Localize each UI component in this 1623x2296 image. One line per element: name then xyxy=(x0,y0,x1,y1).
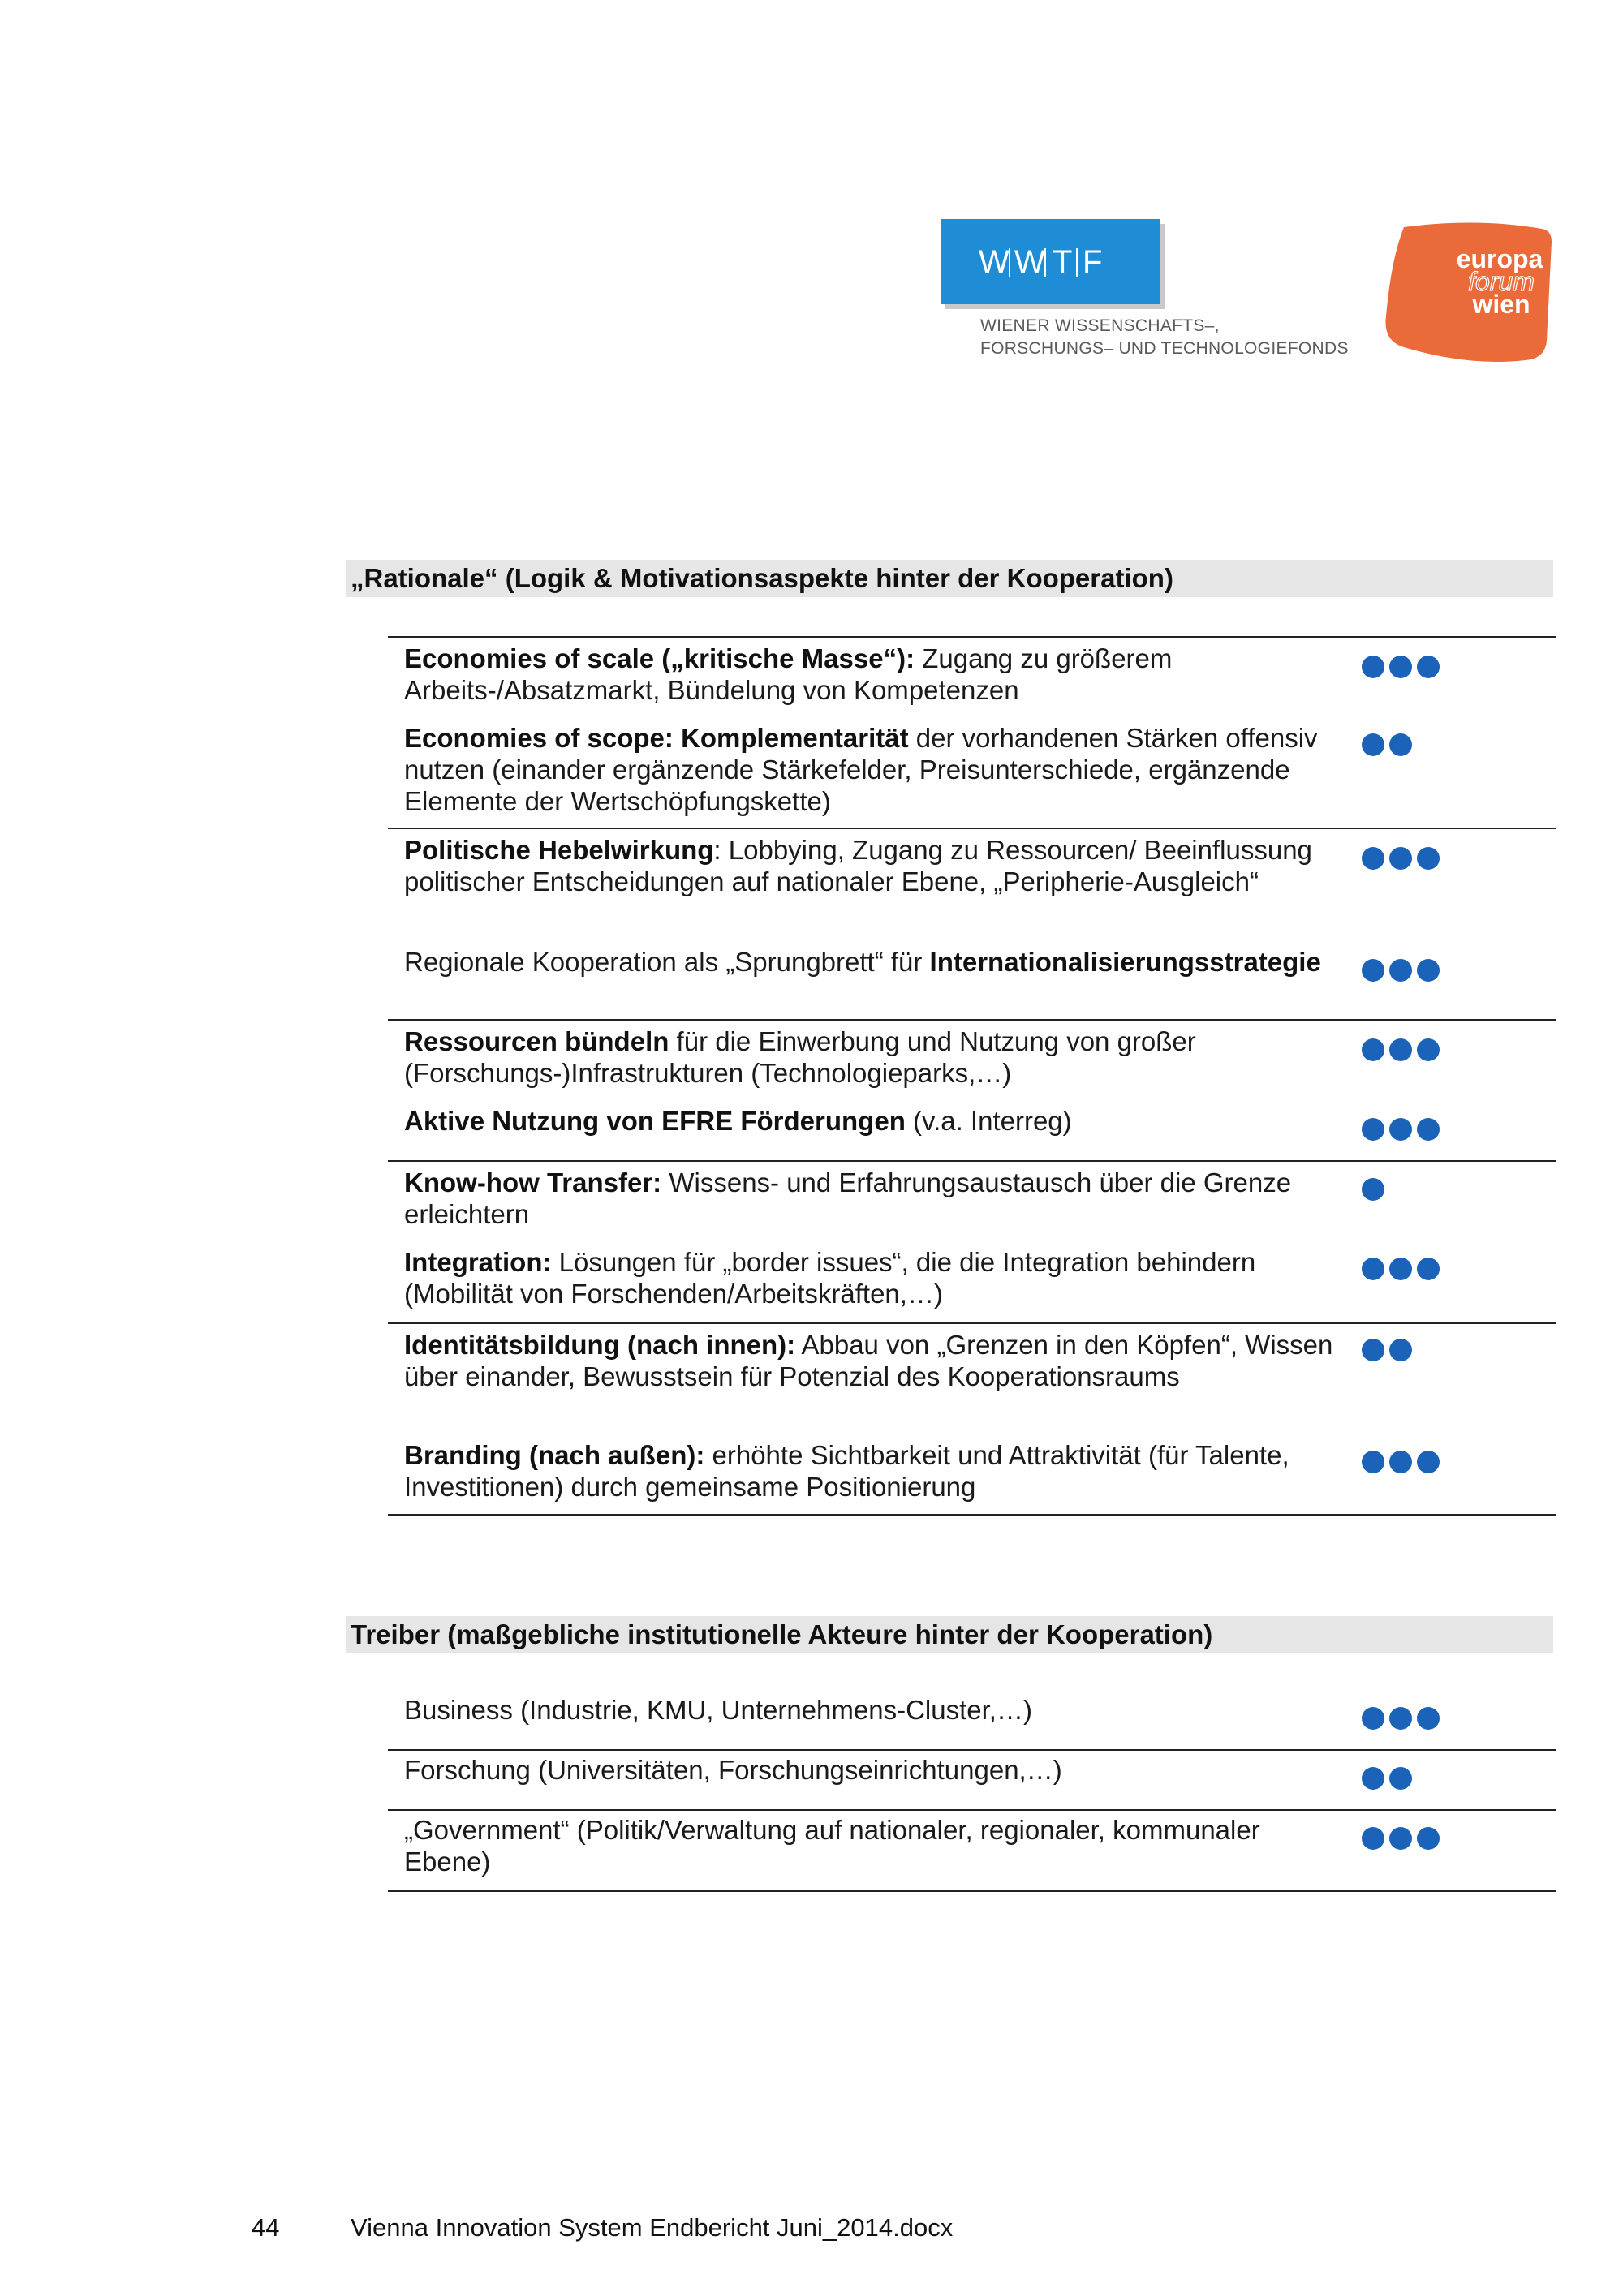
rationale-row-4-rating xyxy=(1362,959,1440,987)
footer-filename: Vienna Innovation System Endbericht Juni_2014.docx xyxy=(351,2213,954,2242)
rationale-row-2-text: der vorhandenen Stärken offensiv nutzen (einander ergänzende Stärkefelder, Preisunterschiede, ergänzende Elemente der Wertschöpfungskette) xyxy=(404,723,1318,816)
wwtf-letter-1: W xyxy=(979,244,1010,280)
rationale-row-3-text: : Lobbying, Zugang zu Ressourcen/ Beeinflussung politischer Entscheidungen auf nationaler Ebene, „Peripherie-Ausgleich“ xyxy=(404,835,1312,896)
treiber-row-3-rating xyxy=(1362,1827,1440,1855)
wwtf-subtitle-line1: WIENER WISSENSCHAFTS–, xyxy=(980,316,1220,335)
treiber-row-2-text: Forschung (Universitäten, Forschungseinrichtungen,…) xyxy=(404,1755,1062,1785)
rationale-row-6-text: (v.a. Interreg) xyxy=(905,1106,1072,1136)
rationale-row-4-bold: Internationalisierungsstrategie xyxy=(929,947,1321,977)
rating-dot-icon xyxy=(1389,847,1412,870)
rating-dot-icon xyxy=(1417,1258,1440,1280)
rationale-row-7-bold: Know-how Transfer: xyxy=(404,1167,662,1197)
rationale-row-1 xyxy=(404,643,1337,706)
rating-dot-icon xyxy=(1417,959,1440,982)
treiber-row-1-rating xyxy=(1362,1707,1440,1735)
rating-dot-icon xyxy=(1417,1451,1440,1473)
rationale-row-4-text-before: Regionale Kooperation als „Sprungbrett“ für xyxy=(404,947,930,977)
rating-dot-icon xyxy=(1389,1707,1412,1730)
rating-dot-icon xyxy=(1389,1339,1412,1361)
europa-forum-wien-logo xyxy=(1380,219,1554,365)
rationale-row-6 xyxy=(404,1105,1337,1137)
rationale-row-10-rating xyxy=(1362,1451,1440,1478)
rating-dot-icon xyxy=(1389,1451,1412,1473)
rationale-row-6-rating xyxy=(1362,1118,1440,1146)
rationale-row-8 xyxy=(404,1246,1337,1309)
rationale-row-7-text: Wissens- und Erfahrungsaustausch über die Grenze erleichtern xyxy=(404,1167,1292,1229)
rationale-row-8-bold: Integration: xyxy=(404,1247,552,1277)
rationale-row-10 xyxy=(404,1439,1337,1503)
rating-dot-icon xyxy=(1362,847,1384,870)
wwtf-letter-4: F xyxy=(1083,244,1103,280)
rationale-section-title: „Rationale“ (Logik & Motivationsaspekte hinter der Kooperation) xyxy=(346,560,1553,597)
wwtf-letter-3: T xyxy=(1053,244,1073,280)
rating-dot-icon xyxy=(1389,959,1412,982)
treiber-section-title: Treiber (maßgebliche institutionelle Akteure hinter der Kooperation) xyxy=(346,1616,1553,1653)
rating-dot-icon xyxy=(1362,959,1384,982)
rationale-rule-4 xyxy=(388,1160,1556,1162)
rationale-row-7 xyxy=(404,1167,1337,1230)
rating-dot-icon xyxy=(1389,1827,1412,1850)
treiber-row-2 xyxy=(404,1754,1337,1786)
rationale-row-3-rating xyxy=(1362,847,1440,875)
rationale-row-1-rating xyxy=(1362,656,1440,683)
rationale-row-10-bold: Branding (nach außen): xyxy=(404,1440,705,1470)
rationale-row-9-text: Abbau von „Grenzen in den Köpfen“, Wissen über einander, Bewusstsein für Potenzial des Kooperationsraums xyxy=(404,1330,1333,1391)
rationale-row-5-text: für die Einwerbung und Nutzung von großer (Forschungs-)Infrastrukturen (Technologieparks,…) xyxy=(404,1026,1196,1088)
rationale-rule-5 xyxy=(388,1322,1556,1324)
rationale-rule-bottom xyxy=(388,1514,1556,1516)
wwtf-logo xyxy=(941,219,1363,365)
treiber-rule-1 xyxy=(388,1749,1556,1751)
treiber-row-2-rating xyxy=(1362,1767,1412,1795)
rating-dot-icon xyxy=(1362,656,1384,678)
rating-dot-icon xyxy=(1417,1707,1440,1730)
rating-dot-icon xyxy=(1362,733,1384,756)
rating-dot-icon xyxy=(1362,1707,1384,1730)
rationale-rule-2 xyxy=(388,828,1556,829)
rating-dot-icon xyxy=(1362,1451,1384,1473)
rationale-row-1-bold: Economies of scale („kritische Masse“): xyxy=(404,643,915,673)
rating-dot-icon xyxy=(1417,1118,1440,1141)
rationale-row-9-bold: Identitätsbildung (nach innen): xyxy=(404,1330,796,1360)
rationale-row-7-rating xyxy=(1362,1178,1384,1206)
rating-dot-icon xyxy=(1417,1038,1440,1061)
rating-dot-icon xyxy=(1362,1038,1384,1061)
wwtf-logo-box xyxy=(941,219,1160,304)
rationale-row-3 xyxy=(404,834,1337,897)
rating-dot-icon xyxy=(1417,656,1440,678)
rating-dot-icon xyxy=(1389,1118,1412,1141)
rating-dot-icon xyxy=(1362,1339,1384,1361)
wwtf-letter-2: W xyxy=(1014,244,1045,280)
treiber-row-1 xyxy=(404,1694,1337,1726)
rationale-row-6-bold: Aktive Nutzung von EFRE Förderungen xyxy=(404,1106,906,1136)
rating-dot-icon xyxy=(1362,1258,1384,1280)
rationale-row-10-text: erhöhte Sichtbarkeit und Attraktivität (für Talente, Investitionen) durch gemeinsame Positionierung xyxy=(404,1440,1289,1502)
rating-dot-icon xyxy=(1389,733,1412,756)
rating-dot-icon xyxy=(1362,1178,1384,1201)
rationale-row-2-rating xyxy=(1362,733,1412,761)
europa-forum-line3: wien xyxy=(1472,290,1530,319)
rationale-row-2 xyxy=(404,722,1337,817)
treiber-row-3-text: „Government“ (Politik/Verwaltung auf nationaler, regionaler, kommunaler Ebene) xyxy=(404,1815,1260,1877)
rationale-rule-3 xyxy=(388,1019,1556,1021)
rating-dot-icon xyxy=(1362,1767,1384,1790)
rationale-row-1-text: Zugang zu größerem Arbeits-/Absatzmarkt, Bündelung von Kompetenzen xyxy=(404,643,1173,705)
wwtf-subtitle xyxy=(980,315,1349,360)
wwtf-letters-graphic xyxy=(941,219,1160,304)
rationale-rule-top xyxy=(388,636,1556,638)
rationale-row-3-bold: Politische Hebelwirkung xyxy=(404,835,714,865)
treiber-row-3 xyxy=(404,1814,1337,1877)
wwtf-subtitle-line2: FORSCHUNGS– UND TECHNOLOGIEFONDS xyxy=(980,339,1349,358)
rationale-row-8-rating xyxy=(1362,1258,1440,1285)
europa-forum-line1: europa xyxy=(1456,244,1543,273)
rationale-table xyxy=(388,636,1556,1520)
rationale-row-2-bold: Economies of scope: Komplementarität xyxy=(404,723,909,753)
rating-dot-icon xyxy=(1362,1118,1384,1141)
treiber-table xyxy=(388,1688,1556,1898)
rating-dot-icon xyxy=(1362,1827,1384,1850)
rating-dot-icon xyxy=(1389,1038,1412,1061)
treiber-row-1-text: Business (Industrie, KMU, Unternehmens-Cluster,…) xyxy=(404,1695,1032,1725)
rationale-row-5-rating xyxy=(1362,1038,1440,1066)
rating-dot-icon xyxy=(1389,1258,1412,1280)
rationale-row-5 xyxy=(404,1025,1337,1089)
rating-dot-icon xyxy=(1417,1827,1440,1850)
rationale-row-8-text: Lösungen für „border issues“, die die Integration behindern (Mobilität von Forschenden/Arbeitskräften,…) xyxy=(404,1247,1256,1309)
treiber-rule-bottom xyxy=(388,1890,1556,1892)
page-number: 44 xyxy=(252,2213,280,2242)
treiber-rule-2 xyxy=(388,1809,1556,1811)
rationale-row-9 xyxy=(404,1329,1337,1392)
rating-dot-icon xyxy=(1389,1767,1412,1790)
rationale-row-9-rating xyxy=(1362,1339,1412,1366)
europa-forum-line2: forum xyxy=(1468,267,1535,296)
rationale-row-4 xyxy=(404,946,1337,978)
rationale-row-5-bold: Ressourcen bündeln xyxy=(404,1026,669,1056)
rating-dot-icon xyxy=(1389,656,1412,678)
rating-dot-icon xyxy=(1417,847,1440,870)
